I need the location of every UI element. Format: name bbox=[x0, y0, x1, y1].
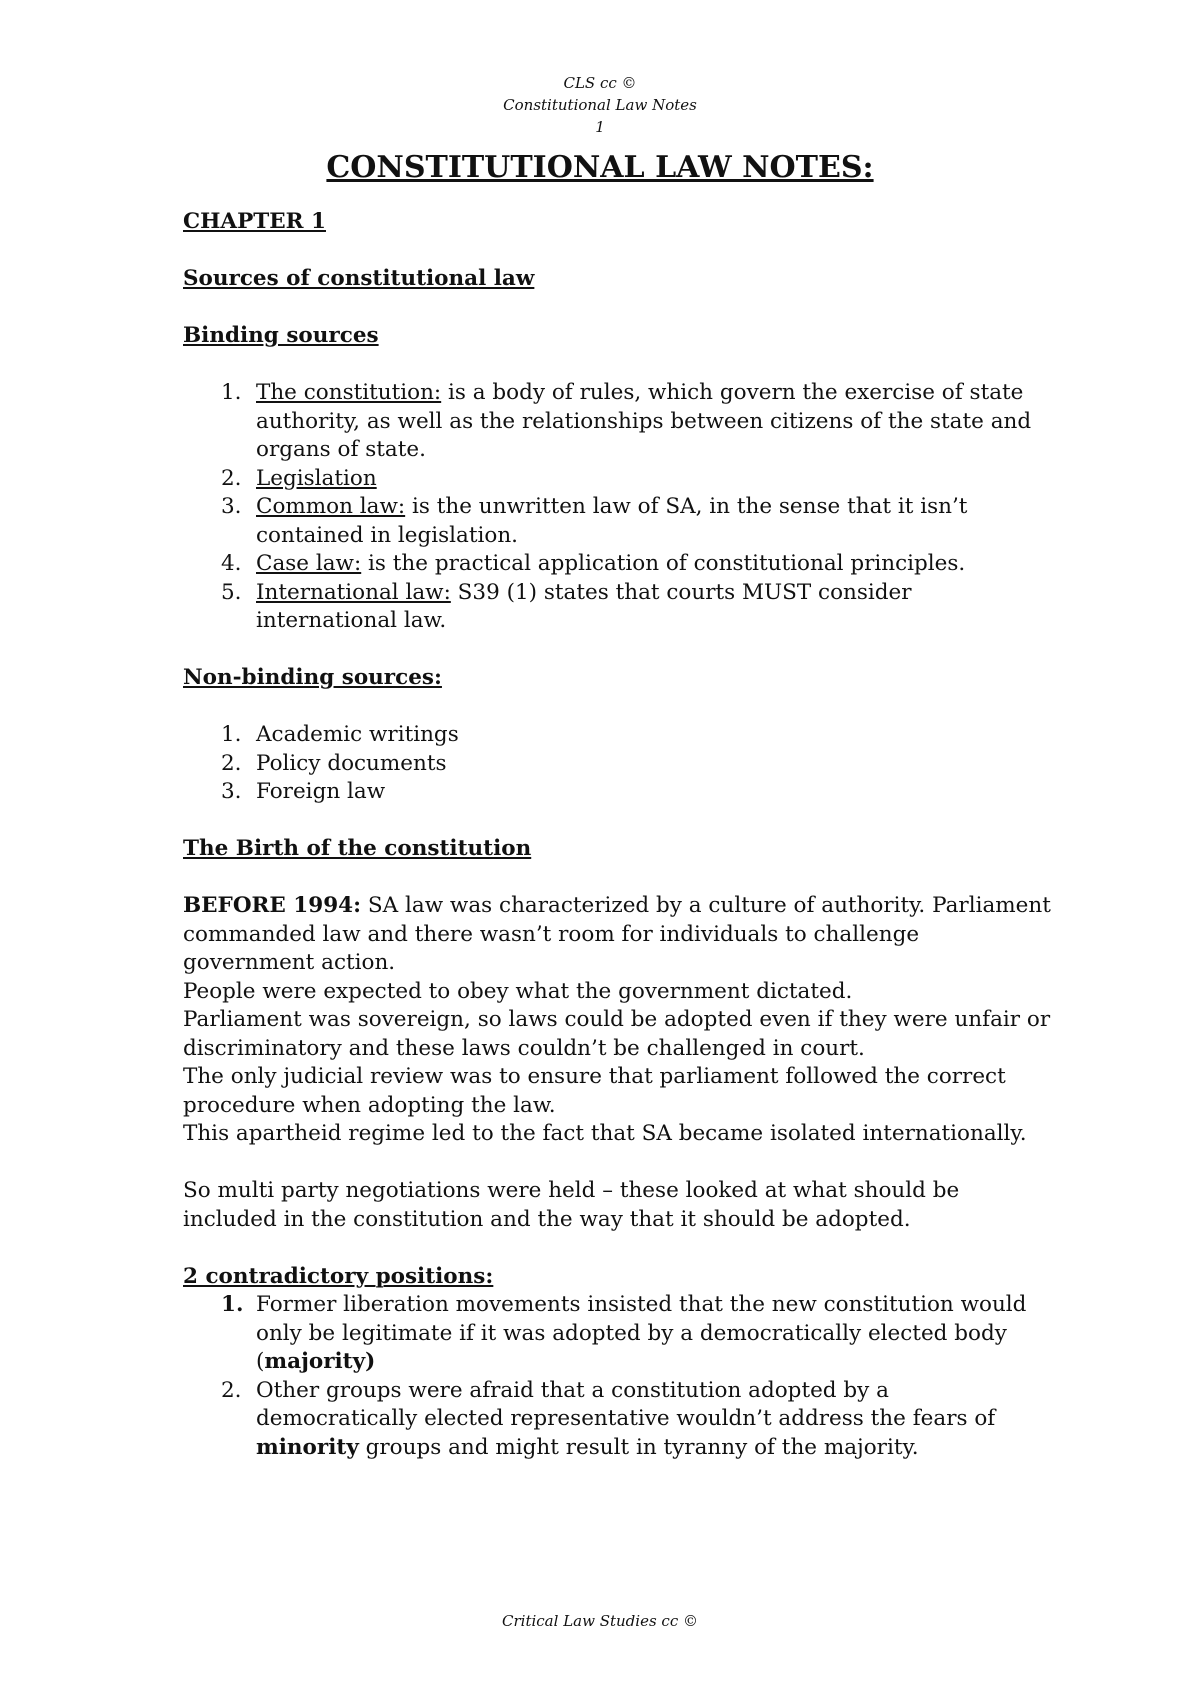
paragraph: This apartheid regime led to the fact that SA became isolated internationally. bbox=[183, 1121, 1027, 1146]
list-item: 2. Other groups were afraid that a constitution adopted by a democratically elected representative wouldn’t address the fears of minority groups and might result in tyranny of the majority. bbox=[221, 1377, 996, 1460]
header-company: CLS cc © bbox=[563, 74, 637, 92]
header-doc-title: Constitutional Law Notes bbox=[503, 96, 697, 114]
list-item: 4. Case law: is the practical application of constitutional principles. bbox=[221, 551, 966, 576]
list-term: International law: bbox=[256, 579, 451, 605]
binding-sources-heading: Binding sources bbox=[183, 323, 379, 348]
non-binding-sources-heading: Non-binding sources: bbox=[183, 665, 442, 690]
paragraph: Parliament was sovereign, so laws could be adopted even if they were unfair or discriminatory and these laws couldn’t be challenged in court. bbox=[183, 1007, 1051, 1061]
paragraph: So multi party negotiations were held – these looked at what should be included in the constitution and the way that it should be adopted. bbox=[183, 1178, 960, 1232]
birth-heading: The Birth of the constitution bbox=[183, 836, 532, 861]
list-item: 3. Common law: is the unwritten law of SA, in the sense that it isn’t contained in legislation. bbox=[221, 494, 968, 548]
list-item: 1. The constitution: is a body of rules, which govern the exercise of state authority, as well as the relationships between citizens of the state and organs of state. bbox=[221, 380, 1032, 462]
birth-paragraph: BEFORE 1994: SA law was characterized by a culture of authority. Parliament commanded law and there wasn’t room for individuals to challenge government action. bbox=[183, 893, 1051, 975]
list-item: 1. Former liberation movements insisted that the new constitution would only be legitimate if it was adopted by a democratically elected body (majority) bbox=[221, 1292, 1027, 1374]
header-page-number: 1 bbox=[595, 118, 605, 136]
binding-sources-list bbox=[183, 379, 1053, 636]
positions-list bbox=[183, 1291, 1053, 1462]
page-footer: Critical Law Studies cc © bbox=[502, 1612, 698, 1630]
before-1994-label: BEFORE 1994: bbox=[183, 893, 362, 918]
list-term: Common law: bbox=[256, 494, 406, 519]
chapter-heading: CHAPTER 1 bbox=[183, 209, 326, 234]
positions-heading: 2 contradictory positions: bbox=[183, 1263, 494, 1289]
page-header bbox=[0, 72, 1200, 138]
list-item: 2. Legislation bbox=[221, 465, 377, 491]
sources-heading: Sources of constitutional law bbox=[183, 266, 535, 291]
list-term: The constitution: bbox=[256, 380, 442, 405]
document-title: CONSTITUTIONAL LAW NOTES: bbox=[326, 150, 874, 185]
paragraph: The only judicial review was to ensure that parliament followed the correct procedure when adopting the law. bbox=[183, 1064, 1006, 1118]
paragraph: People were expected to obey what the government dictated. bbox=[183, 978, 853, 1004]
list-item: 3. Foreign law bbox=[221, 779, 386, 804]
list-item: 2. Policy documents bbox=[221, 750, 447, 776]
list-item: 5. International law: S39 (1) states that courts MUST consider international law. bbox=[221, 579, 912, 633]
list-item: 1. Academic writings bbox=[221, 722, 459, 747]
document-body bbox=[183, 148, 1053, 1462]
non-binding-sources-list bbox=[183, 721, 1053, 807]
list-term: Case law: bbox=[256, 551, 362, 576]
list-term: Legislation bbox=[256, 465, 377, 491]
